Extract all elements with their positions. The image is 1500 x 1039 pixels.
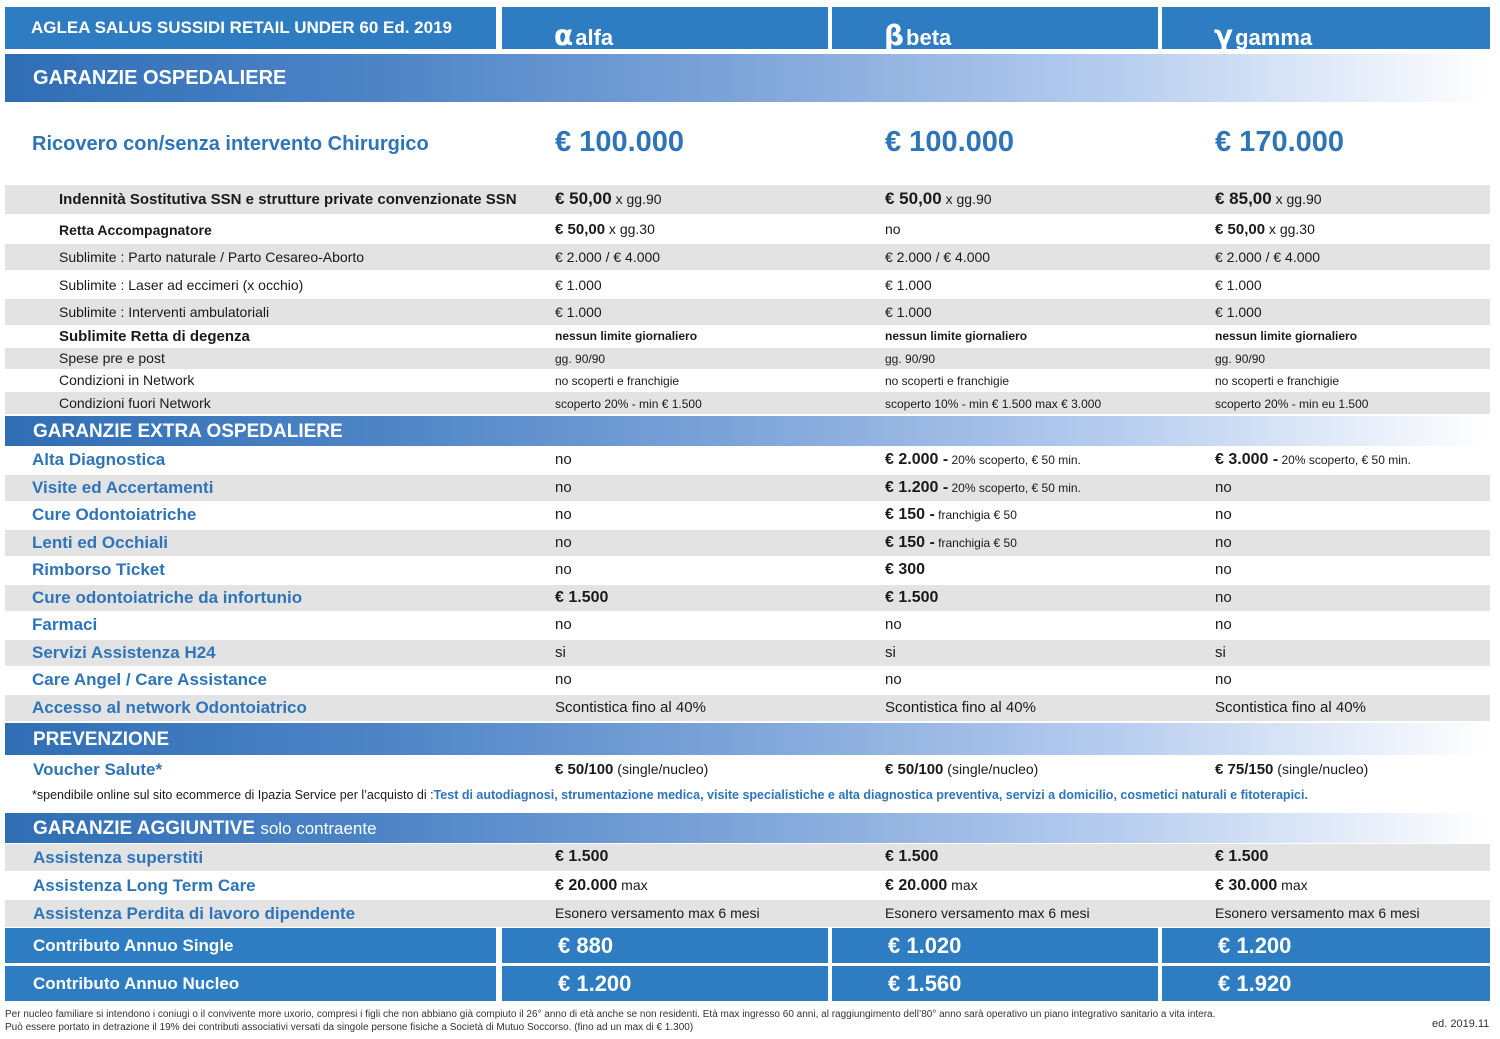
row-label: Sublimite : Laser ad eccimeri (x occhio) bbox=[59, 277, 304, 293]
table-row bbox=[5, 271, 1490, 298]
footnote-line-2: Può essere portato in detrazione il 19% dei contributi associativi versati da singole persone fisiche a Società di Mutuo Soccorso. (fino ad un max di € 1.300) bbox=[5, 1022, 694, 1033]
voucher-note bbox=[32, 788, 1472, 802]
row-label: Assistenza superstiti bbox=[33, 848, 204, 867]
cell-value: € 1.000 bbox=[555, 304, 602, 320]
cell-value: Scontistica fino al 40% bbox=[885, 698, 1036, 716]
edition-label: ed. 2019.11 bbox=[1432, 1018, 1490, 1030]
cell-value: no bbox=[555, 671, 572, 688]
cell-value: € 1.000 bbox=[1215, 304, 1262, 320]
table-row bbox=[5, 557, 1490, 584]
row-label: Alta Diagnostica bbox=[32, 450, 166, 469]
cell-value: Esonero versamento max 6 mesi bbox=[555, 905, 760, 921]
table-row bbox=[5, 844, 1490, 871]
cell-value: € 1.000 bbox=[885, 277, 932, 293]
row-label: Lenti ed Occhiali bbox=[32, 532, 169, 552]
cell-value: no bbox=[1215, 561, 1232, 578]
cell-value: no bbox=[885, 221, 901, 237]
cell-value: € 50/100 (single/nucleo) bbox=[555, 761, 709, 778]
plan-name: beta bbox=[906, 25, 952, 50]
row-label: Spese pre e post bbox=[59, 350, 165, 366]
cell-value: € 2.000 - 20% scoperto, € 50 min. bbox=[885, 451, 1081, 468]
cell-value: no bbox=[555, 506, 572, 523]
contributo-nucleo-beta: € 1.560 bbox=[832, 966, 1158, 1001]
row-label: Condizioni in Network bbox=[59, 372, 195, 388]
row-label: Sublimite : Interventi ambulatoriali bbox=[59, 304, 270, 320]
cell-value: € 1.500 bbox=[555, 848, 609, 865]
table-row bbox=[5, 585, 1490, 612]
row-label: Visite ed Accertamenti bbox=[32, 477, 214, 497]
table-row bbox=[5, 244, 1490, 270]
cell-value: si bbox=[885, 643, 896, 661]
cell-value: € 1.000 bbox=[555, 277, 602, 293]
footnote-line-1: Per nucleo familiare si intendono i coniugi o il convivente more uxorio, compresi i figli che non abbiano già compiuto il 26° anno di età anche se non residenti. Età max ingresso 60 anni, al raggiungimento dell’80° anno sarà operativo un piano integrativo sanitario a vita intera. bbox=[5, 1009, 1216, 1020]
section-prevenzione: PREVENZIONE bbox=[5, 723, 1490, 755]
cell-value: € 170.000 bbox=[1215, 126, 1345, 158]
cell-value: € 75/150 (single/nucleo) bbox=[1215, 761, 1369, 778]
row-label: Care Angel / Care Assistance bbox=[32, 670, 267, 689]
row-label: Cure odontoiatriche da infortunio bbox=[32, 587, 303, 607]
table-row bbox=[5, 216, 1490, 243]
cell-value: no bbox=[1215, 478, 1232, 496]
cell-value: € 100.000 bbox=[885, 126, 1015, 158]
row-label: Cure Odontoiatriche bbox=[32, 505, 197, 524]
plan-header-beta bbox=[832, 7, 1158, 52]
note-highlight: Test di autodiagnosi, strumentazione medica, visite specialistiche e alta diagnostica preventiva, servizi a domicilio, cosmetici naturali e fitoterapici. bbox=[433, 788, 1308, 802]
cell-value: no bbox=[555, 616, 572, 633]
table-row bbox=[5, 392, 1490, 414]
cell-value: no scoperti e franchigie bbox=[1215, 374, 1340, 388]
cell-value: Scontistica fino al 40% bbox=[555, 698, 706, 716]
cell-value: nessun limite giornaliero bbox=[885, 329, 1028, 343]
plan-name: alfa bbox=[575, 25, 614, 50]
contributo-single-alfa: € 880 bbox=[502, 928, 828, 963]
contributo-nucleo-label: Contributo Annuo Nucleo bbox=[5, 966, 496, 1001]
row-label: Sublimite : Parto naturale / Parto Cesareo-Aborto bbox=[59, 249, 365, 265]
table-row bbox=[5, 900, 1490, 927]
table-row bbox=[5, 502, 1490, 529]
cell-value: no bbox=[885, 616, 902, 633]
beta-symbol: β bbox=[884, 19, 905, 52]
cell-value: € 2.000 / € 4.000 bbox=[1215, 249, 1321, 265]
section-note: solo contraente bbox=[260, 819, 377, 838]
cell-value: no bbox=[1215, 588, 1232, 606]
row-label: Servizi Assistenza H24 bbox=[32, 642, 216, 662]
cell-value: gg. 90/90 bbox=[1215, 352, 1266, 366]
table-row bbox=[5, 475, 1490, 502]
alpha-symbol: α bbox=[554, 19, 574, 52]
cell-value: € 1.500 bbox=[885, 848, 939, 865]
table-row bbox=[5, 348, 1490, 369]
cell-value: € 100.000 bbox=[555, 126, 685, 158]
table-row bbox=[5, 530, 1490, 557]
cell-value: no bbox=[1215, 533, 1232, 551]
cell-value: scoperto 10% - min € 1.500 max € 3.000 bbox=[885, 397, 1102, 411]
table-title: AGLEA SALUS SUSSIDI RETAIL UNDER 60 Ed. 2019 bbox=[5, 7, 496, 49]
cell-value: scoperto 20% - min € 1.500 bbox=[555, 397, 702, 411]
cell-value: € 2.000 / € 4.000 bbox=[885, 249, 991, 265]
cell-value: € 50,00 x gg.30 bbox=[1215, 221, 1315, 238]
cell-value: € 1.500 bbox=[555, 588, 609, 606]
section-title: GARANZIE AGGIUNTIVE bbox=[33, 818, 256, 839]
cell-value: Esonero versamento max 6 mesi bbox=[885, 905, 1090, 921]
cell-value: no bbox=[1215, 671, 1232, 688]
table-row bbox=[5, 326, 1490, 347]
cell-value: € 50,00 x gg.30 bbox=[555, 221, 655, 238]
table-row bbox=[5, 185, 1490, 214]
table-row bbox=[5, 695, 1490, 722]
cell-value: gg. 90/90 bbox=[885, 352, 936, 366]
contributo-nucleo-alfa: € 1.200 bbox=[502, 966, 828, 1001]
ricovero-row bbox=[5, 120, 1490, 175]
cell-value: € 2.000 / € 4.000 bbox=[555, 249, 661, 265]
cell-value: € 150 - franchigia € 50 bbox=[885, 533, 1017, 551]
section-garanzie-aggiuntive bbox=[5, 813, 1490, 843]
cell-value: no bbox=[885, 671, 902, 688]
cell-value: scoperto 20% - min eu 1.500 bbox=[1215, 397, 1369, 411]
table-row bbox=[5, 447, 1490, 474]
table-row bbox=[5, 370, 1490, 391]
voucher-row bbox=[5, 756, 1490, 783]
cell-value: € 150 - franchigia € 50 bbox=[885, 506, 1017, 523]
plan-header-alfa bbox=[502, 7, 828, 52]
plan-name: gamma bbox=[1235, 25, 1313, 50]
cell-value: € 1.500 bbox=[885, 588, 939, 606]
cell-value: nessun limite giornaliero bbox=[1215, 329, 1358, 343]
cell-value: € 30.000 max bbox=[1215, 877, 1308, 894]
cell-value: no bbox=[555, 478, 572, 496]
cell-value: € 50,00 x gg.90 bbox=[885, 189, 992, 208]
row-label: Sublimite Retta di degenza bbox=[59, 328, 250, 345]
table-row bbox=[5, 667, 1490, 694]
cell-value: € 1.500 bbox=[1215, 848, 1269, 865]
cell-value: no scoperti e franchigie bbox=[555, 374, 680, 388]
table-row bbox=[5, 612, 1490, 639]
cell-value: no bbox=[555, 451, 572, 468]
row-label: Assistenza Long Term Care bbox=[33, 876, 256, 895]
cell-value: € 1.000 bbox=[885, 304, 932, 320]
section-garanzie-extra-ospedaliere: GARANZIE EXTRA OSPEDALIERE bbox=[5, 416, 1490, 446]
cell-value: Scontistica fino al 40% bbox=[1215, 698, 1366, 716]
row-label: Farmaci bbox=[32, 615, 98, 634]
cell-value: € 1.000 bbox=[1215, 277, 1262, 293]
cell-value: € 3.000 - 20% scoperto, € 50 min. bbox=[1215, 451, 1411, 468]
row-label: Voucher Salute* bbox=[33, 760, 163, 779]
cell-value: € 300 bbox=[885, 561, 926, 578]
row-label: Indennità Sostitutiva SSN e strutture private convenzionate SSN bbox=[59, 191, 517, 208]
cell-value: Esonero versamento max 6 mesi bbox=[1215, 905, 1420, 921]
cell-value: € 20.000 max bbox=[885, 877, 978, 894]
cell-value: no bbox=[555, 533, 572, 551]
cell-value: no bbox=[1215, 616, 1232, 633]
table-row bbox=[5, 299, 1490, 325]
row-label: Retta Accompagnatore bbox=[59, 222, 212, 238]
cell-value: si bbox=[555, 643, 566, 661]
section-garanzie-ospedaliere: GARANZIE OSPEDALIERE bbox=[5, 54, 1490, 102]
row-label: Condizioni fuori Network bbox=[59, 395, 211, 411]
cell-value: € 1.200 - 20% scoperto, € 50 min. bbox=[885, 478, 1081, 496]
note-text: *spendibile online sul sito ecommerce di Ipazia Service per l’acquisto di : bbox=[32, 788, 434, 802]
cell-value: € 50/100 (single/nucleo) bbox=[885, 761, 1039, 778]
cell-value: si bbox=[1215, 643, 1226, 661]
table-row bbox=[5, 872, 1490, 899]
cell-value: € 50,00 x gg.90 bbox=[555, 189, 662, 208]
contributo-single-gamma: € 1.200 bbox=[1162, 928, 1490, 963]
contributo-single-beta: € 1.020 bbox=[832, 928, 1158, 963]
cell-value: nessun limite giornaliero bbox=[555, 329, 698, 343]
cell-value: € 85,00 x gg.90 bbox=[1215, 189, 1322, 208]
cell-value: € 20.000 max bbox=[555, 877, 648, 894]
plan-header-gamma bbox=[1162, 7, 1490, 52]
table-row bbox=[5, 640, 1490, 667]
cell-value: no bbox=[1215, 506, 1232, 523]
cell-value: no bbox=[555, 561, 572, 578]
gamma-symbol: γ bbox=[1214, 19, 1234, 52]
row-label: Assistenza Perdita di lavoro dipendente bbox=[33, 904, 356, 923]
row-label: Rimborso Ticket bbox=[32, 560, 165, 579]
row-label: Ricovero con/senza intervento Chirurgico bbox=[32, 133, 429, 155]
contributo-nucleo-gamma: € 1.920 bbox=[1162, 966, 1490, 1001]
row-label: Accesso al network Odontoiatrico bbox=[32, 697, 307, 717]
cell-value: gg. 90/90 bbox=[555, 352, 606, 366]
contributo-single-label: Contributo Annuo Single bbox=[5, 928, 496, 963]
cell-value: no scoperti e franchigie bbox=[885, 374, 1010, 388]
